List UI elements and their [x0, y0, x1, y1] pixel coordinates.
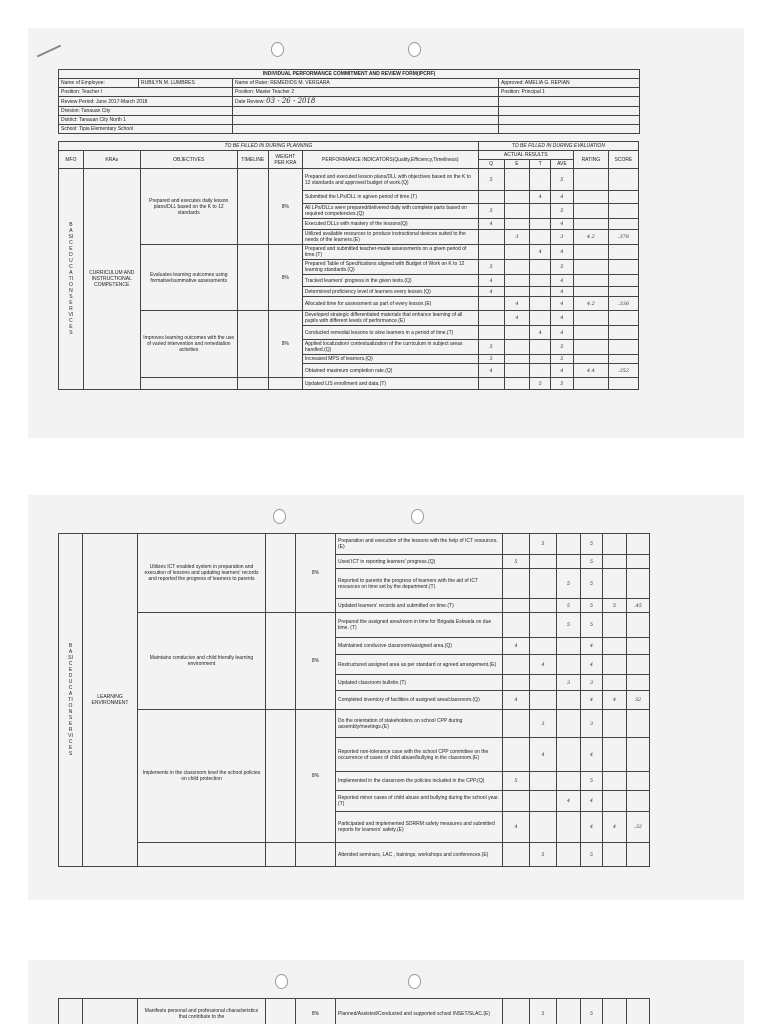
rating-cell: [573, 219, 608, 230]
t-cell: 4: [530, 191, 551, 204]
ave-cell: 3: [551, 230, 574, 245]
t-cell: [557, 534, 581, 555]
division: Division: Tanauan City: [59, 107, 233, 116]
mfo-label: BASIC EDUCATION SERVICES: [68, 222, 74, 336]
rating-cell: [603, 791, 627, 812]
rating-cell: 4: [603, 691, 627, 710]
objective-cell: Manifests personal and professional characteristics that contribute to the: [138, 999, 266, 1024]
weight-cell: 8%: [296, 613, 336, 710]
ave-cell: 5: [551, 204, 574, 219]
school: School: Tipia Elementary School: [59, 125, 233, 134]
rating-cell: [573, 169, 608, 191]
ave-cell: 5: [551, 260, 574, 275]
score-cell: .45: [627, 599, 650, 613]
rating-cell: 4: [603, 812, 627, 843]
indicator-cell: Maintained conducive classroom/assigned area.(Q): [336, 638, 503, 655]
indicator-cell: Obtained maximum completion rate.(Q): [302, 364, 478, 378]
punch-hole: [411, 509, 424, 524]
score-cell: [627, 613, 650, 638]
ave-cell: 5: [581, 569, 603, 599]
rating-cell: [573, 287, 608, 297]
q-cell: [478, 378, 504, 390]
e-cell: 4: [530, 655, 557, 675]
form-title: INDIVIDUAL PERFORMANCE COMMITMENT AND REVIEW FORM(IPCRF): [59, 70, 640, 79]
q-cell: [503, 738, 530, 772]
e-cell: 5: [530, 534, 557, 555]
score-cell: .336: [608, 297, 638, 311]
t-cell: [557, 710, 581, 738]
objective-cell: Maintains conducive and child friendly learning environment: [138, 613, 266, 710]
rating-cell: [603, 710, 627, 738]
indicator-cell: Planned/Assisted/Conducted and supported school INSET/SLAC.(E): [336, 999, 503, 1024]
score-cell: [608, 326, 638, 340]
indicator-cell: All LPs/DLLs were prepared/delivered daily with complete parts based on required competencies.(Q): [302, 204, 478, 219]
employee-name: RUBILYN M. LUMBRES: [139, 79, 233, 88]
t-cell: [530, 219, 551, 230]
weight-cell: 8%: [268, 169, 302, 245]
indicator-cell: Tracked learners' progress in the given tests.(Q): [302, 275, 478, 287]
ave-cell: 4: [551, 275, 574, 287]
col-q: Q: [478, 160, 504, 169]
ave-cell: 4: [551, 326, 574, 340]
rating-cell: [603, 613, 627, 638]
t-cell: 3: [557, 675, 581, 691]
indicator-cell: Restructured assigned area as per standard or agreed arrangement.(E): [336, 655, 503, 675]
t-cell: [530, 287, 551, 297]
ave-cell: 4: [581, 738, 603, 772]
rating-cell: [603, 738, 627, 772]
score-cell: [608, 340, 638, 355]
t-cell: 4: [557, 791, 581, 812]
date-review-label: Date Review:: [235, 99, 265, 105]
kra-cell: CURRICULUM AND INSTRUCTIONAL COMPETENCE: [83, 169, 140, 390]
table-row: [59, 169, 639, 191]
indicator-cell: Attended seminars, LAC , trainings, workshops and conferences.(E): [336, 843, 503, 867]
e-cell: [530, 691, 557, 710]
e-cell: [504, 355, 530, 364]
mfo-label: BASIC EDUCATION SERVICES: [68, 643, 73, 757]
t-cell: [530, 311, 551, 326]
punch-hole: [408, 974, 421, 989]
indicator-cell: Implemented in the classroom the policies included in the CPP.(Q): [336, 772, 503, 791]
col-mfo: MFO: [59, 151, 84, 169]
score-cell: [627, 655, 650, 675]
indicator-cell: Updated LIS enrollment and data.(T): [302, 378, 478, 390]
q-cell: 4: [478, 287, 504, 297]
score-cell: [608, 169, 638, 191]
q-cell: [478, 191, 504, 204]
t-cell: [530, 340, 551, 355]
punch-hole: [275, 974, 288, 989]
score-cell: .352: [608, 364, 638, 378]
col-t: T: [530, 160, 551, 169]
e-cell: [504, 191, 530, 204]
q-cell: 4: [478, 219, 504, 230]
table-row: [59, 378, 639, 390]
score-cell: [608, 260, 638, 275]
indicator-cell: Increased MPS of learners.(Q): [302, 355, 478, 364]
e-cell: [504, 275, 530, 287]
timeline-cell: [266, 534, 296, 613]
weight-cell: 8%: [268, 245, 302, 311]
e-cell: [530, 812, 557, 843]
table-row: [59, 311, 639, 326]
ave-cell: 4: [551, 191, 574, 204]
approver-position: Position: Principal 1: [499, 88, 640, 97]
col-indicators: PERFORMANCE INDICATORS(Quality,Efficiency,Timeliness): [302, 151, 478, 169]
q-cell: 5: [478, 204, 504, 219]
score-cell: [608, 191, 638, 204]
ave-cell: 5: [581, 999, 603, 1024]
indicator-cell: Used ICT in reporting learners' progress.(Q): [336, 555, 503, 569]
rating-cell: [603, 655, 627, 675]
t-cell: 4: [530, 245, 551, 260]
rating-cell: [573, 245, 608, 260]
indicator-cell: Participated and implemented SDRRM safety measures and submitted reports for learners' safety.(E): [336, 812, 503, 843]
ave-cell: 4: [551, 245, 574, 260]
q-cell: [478, 245, 504, 260]
indicator-cell: Developed strategic differentiated materials that enhance learning of all pupils with different levels of performance.(E): [302, 311, 478, 326]
page1-rows: [59, 169, 639, 390]
score-cell: [608, 287, 638, 297]
indicator-cell: Prepared and executed lesson plans/DLL with objectives based on the K to 12 standards and approved budget of work.(Q): [302, 169, 478, 191]
ave-cell: 5: [581, 555, 603, 569]
rating-cell: [573, 340, 608, 355]
ave-cell: 4: [581, 655, 603, 675]
col-ave: AVE: [551, 160, 574, 169]
ave-cell: 5: [581, 599, 603, 613]
indicator-cell: Applied localization/ contextualization of the curriculum in subject areas handled.(Q): [302, 340, 478, 355]
e-cell: [530, 555, 557, 569]
objective-cell: Evaluates learning outcomes using formative/summative assessments: [140, 245, 237, 311]
objective-cell: Utilizes ICT enabled system in preparation and execution of lessons and updating learners' records and reported the progress of learners to parents: [138, 534, 266, 613]
ave-cell: 5: [581, 613, 603, 638]
q-cell: [503, 534, 530, 555]
weight-cell: 8%: [296, 534, 336, 613]
objective-cell: Prepared and executes daily lesson plans/DLL based on the K to 12 standards: [140, 169, 237, 245]
indicator-cell: Reported non-tolerance case with the school CPP committee on the occurrence of cases of child abuse/bullying in the classroom.(E): [336, 738, 503, 772]
rating-cell: [573, 355, 608, 364]
ave-cell: 4: [551, 311, 574, 326]
e-cell: 4: [504, 311, 530, 326]
q-cell: 4: [478, 364, 504, 378]
rating-cell: [603, 534, 627, 555]
ave-cell: 4: [551, 297, 574, 311]
q-cell: 4: [503, 638, 530, 655]
timeline-cell: [237, 169, 268, 245]
indicator-cell: Prepared the assigned area/room in time for Brigada Eskwela on due time. (T): [336, 613, 503, 638]
q-cell: [478, 326, 504, 340]
q-cell: [503, 791, 530, 812]
punch-hole: [271, 42, 284, 57]
col-rating: RATING: [573, 151, 608, 169]
e-cell: [504, 204, 530, 219]
score-cell: [627, 534, 650, 555]
e-cell: 5: [530, 999, 557, 1024]
kra-cell: LEARNING ENVIRONMENT: [83, 534, 138, 867]
rating-cell: [573, 260, 608, 275]
score-cell: .378: [608, 230, 638, 245]
t-cell: [557, 655, 581, 675]
t-cell: [557, 691, 581, 710]
indicator-cell: Determined proficiency level of learners every lesson.(Q): [302, 287, 478, 297]
e-cell: [530, 772, 557, 791]
q-cell: [478, 311, 504, 326]
rating-cell: [603, 569, 627, 599]
e-cell: [504, 364, 530, 378]
q-cell: [503, 569, 530, 599]
q-cell: 5: [478, 340, 504, 355]
t-cell: [530, 275, 551, 287]
col-e: E: [504, 160, 530, 169]
q-cell: [503, 599, 530, 613]
t-cell: 5: [557, 569, 581, 599]
score-cell: [608, 275, 638, 287]
rating-cell: 5: [603, 599, 627, 613]
score-cell: [608, 245, 638, 260]
e-cell: [504, 340, 530, 355]
pen-mark: [37, 45, 61, 58]
q-cell: 5: [478, 169, 504, 191]
form-page-1: [28, 28, 744, 438]
t-cell: [557, 555, 581, 569]
e-cell: [530, 638, 557, 655]
q-cell: 4: [478, 275, 504, 287]
t-cell: [557, 812, 581, 843]
q-cell: [503, 613, 530, 638]
ave-cell: 4: [581, 691, 603, 710]
rater-name: Name of Rater: REMEDIOS M. VERGARA: [233, 79, 499, 88]
t-cell: [557, 843, 581, 867]
e-cell: [504, 169, 530, 191]
score-cell: [627, 555, 650, 569]
t-cell: [530, 355, 551, 364]
e-cell: [530, 599, 557, 613]
indicator-cell: Prepared and submitted teacher-made assessments on a given period of time.(T): [302, 245, 478, 260]
rating-cell: [603, 772, 627, 791]
score-cell: [608, 311, 638, 326]
rater-position: Position: Master Teacher 2: [233, 88, 499, 97]
q-cell: [503, 675, 530, 691]
score-cell: [627, 675, 650, 691]
table-row: [59, 710, 650, 738]
indicator-cell: Reported to parents the progress of learners with the aid of ICT resources on time set by the department.(T): [336, 569, 503, 599]
indicator-cell: Utilized available resources to produce instructional devices suited to the needs of the learners.(E): [302, 230, 478, 245]
indicator-cell: Completed inventory of facilities of assigned area/classroom.(Q): [336, 691, 503, 710]
objective-cell: Implements in the classroom level the school policies on child protection: [138, 710, 266, 843]
mfo-cell: [59, 169, 84, 390]
e-cell: [504, 245, 530, 260]
score-cell: [627, 772, 650, 791]
district: District: Tanauan City North 1: [59, 116, 233, 125]
table-row: [59, 534, 650, 555]
score-cell: [627, 738, 650, 772]
employee-position: Position: Teacher I: [59, 88, 233, 97]
e-cell: 3: [504, 230, 530, 245]
e-cell: [530, 791, 557, 812]
e-cell: 5: [530, 843, 557, 867]
t-cell: 5: [530, 378, 551, 390]
employee-label: Name of Employee:: [59, 79, 139, 88]
score-cell: [608, 355, 638, 364]
ipcrf-main-table: [58, 141, 639, 390]
e-cell: [504, 219, 530, 230]
ipcrf-main-table-page3: [58, 998, 650, 1024]
q-cell: [503, 999, 530, 1024]
q-cell: 5: [478, 355, 504, 364]
rating-cell: [603, 675, 627, 691]
t-cell: 4: [530, 326, 551, 340]
score-cell: [627, 791, 650, 812]
score-cell: [608, 219, 638, 230]
ipcrf-main-table-page2: [58, 533, 650, 867]
score-cell: [627, 710, 650, 738]
q-cell: [503, 843, 530, 867]
evaluation-header: TO BE FILLED IN DURING EVALUATION: [478, 142, 638, 151]
q-cell: [478, 297, 504, 311]
t-cell: [557, 738, 581, 772]
t-cell: [530, 364, 551, 378]
ave-cell: 4: [551, 219, 574, 230]
rating-cell: [573, 204, 608, 219]
indicator-cell: Submitted the LPs/DLL in agiven period of time.(T): [302, 191, 478, 204]
e-cell: [504, 260, 530, 275]
score-cell: [608, 204, 638, 219]
table-row: [59, 843, 650, 867]
ave-cell: 5: [581, 843, 603, 867]
ave-cell: 5: [551, 169, 574, 191]
q-cell: 5: [503, 772, 530, 791]
table-row: [59, 613, 650, 638]
timeline-cell: [237, 311, 268, 378]
approver-name: Approved: AMELIA G. REPIAN: [499, 79, 640, 88]
ave-cell: 5: [551, 340, 574, 355]
rating-cell: 4.2: [573, 230, 608, 245]
e-cell: [530, 569, 557, 599]
q-cell: [503, 710, 530, 738]
indicator-cell: Conducted remedial lessons to slow learners in a period of time.(T): [302, 326, 478, 340]
t-cell: [530, 230, 551, 245]
col-actual-results: ACTUAL RESULTS: [478, 151, 573, 160]
indicator-cell: Prepared Table of Specifications aligned with Budget of Work on K to 12 learning standards.(Q): [302, 260, 478, 275]
indicator-cell: Executed DLLs with mastery of the lessons(Q): [302, 219, 478, 230]
ave-cell: 4: [581, 791, 603, 812]
punch-hole: [273, 509, 286, 524]
ipcrf-header-table: [58, 69, 640, 134]
ave-cell: 5: [581, 534, 603, 555]
col-timeline: TIMELINE: [237, 151, 268, 169]
objective-cell: Improves learning outcomes with the use of varied intervention and remediation activities: [140, 311, 237, 378]
q-cell: [503, 655, 530, 675]
col-score: SCORE: [608, 151, 638, 169]
weight-cell: 8%: [296, 710, 336, 843]
ave-cell: 5: [551, 378, 574, 390]
table-row: [59, 245, 639, 260]
ave-cell: 4: [581, 812, 603, 843]
form-page-3: [28, 960, 744, 1024]
page2-rows: [59, 534, 650, 867]
timeline-cell: [266, 613, 296, 710]
t-cell: [530, 260, 551, 275]
ave-cell: 5: [581, 772, 603, 791]
t-cell: [530, 204, 551, 219]
rating-cell: [603, 638, 627, 655]
punch-hole: [408, 42, 421, 57]
planning-header: TO BE FILLED IN DURING PLANNING: [59, 142, 479, 151]
indicator-cell: Updated classroom bulletin.(T): [336, 675, 503, 691]
score-cell: [627, 638, 650, 655]
indicator-cell: Preparation and execution of the lessons with the help of ICT resources.(E): [336, 534, 503, 555]
t-cell: [530, 297, 551, 311]
t-cell: [557, 999, 581, 1024]
score-cell: .32: [627, 812, 650, 843]
timeline-cell: [237, 245, 268, 311]
weight-cell: 8%: [268, 311, 302, 378]
ave-cell: 4: [551, 364, 574, 378]
score-cell: [627, 569, 650, 599]
e-cell: 3: [530, 710, 557, 738]
indicator-cell: Allocated time for assessment as part of every lesson.(E): [302, 297, 478, 311]
q-cell: 5: [503, 555, 530, 569]
t-cell: 5: [557, 613, 581, 638]
col-kras: KRAs: [83, 151, 140, 169]
date-review: [233, 97, 499, 107]
e-cell: [530, 613, 557, 638]
e-cell: [504, 378, 530, 390]
col-weight: WEIGHT PER KRA: [268, 151, 302, 169]
mfo-cell: [59, 534, 83, 867]
ave-cell: 3: [581, 675, 603, 691]
col-objectives: OBJECTIVES: [140, 151, 237, 169]
q-cell: 4: [503, 812, 530, 843]
q-cell: 4: [503, 691, 530, 710]
rating-cell: [573, 191, 608, 204]
rating-cell: [573, 275, 608, 287]
t-cell: [557, 638, 581, 655]
e-cell: 4: [504, 297, 530, 311]
rating-cell: 4.2: [573, 297, 608, 311]
rating-cell: [603, 555, 627, 569]
indicator-cell: Updated learners' records and submitted on time.(T): [336, 599, 503, 613]
ave-cell: 4: [551, 287, 574, 297]
q-cell: [478, 230, 504, 245]
t-cell: [557, 772, 581, 791]
timeline-cell: [266, 710, 296, 843]
ave-cell: 4: [581, 638, 603, 655]
date-review-value: 03 - 26 - 2018: [266, 97, 316, 105]
indicator-cell: Reported minor cases of child abuse and bullying during the school year.(T): [336, 791, 503, 812]
rating-cell: 4.4: [573, 364, 608, 378]
weight-cell: 8%: [296, 999, 336, 1024]
e-cell: [530, 675, 557, 691]
q-cell: 5: [478, 260, 504, 275]
t-cell: [530, 169, 551, 191]
e-cell: 4: [530, 738, 557, 772]
review-period: Review Period: June 2017-March 2018: [59, 97, 233, 107]
rating-cell: [573, 311, 608, 326]
t-cell: 5: [557, 599, 581, 613]
e-cell: [504, 326, 530, 340]
rating-cell: [573, 326, 608, 340]
form-page-2: [28, 495, 744, 900]
ave-cell: 3: [581, 710, 603, 738]
e-cell: [504, 287, 530, 297]
score-cell: 32: [627, 691, 650, 710]
ave-cell: 5: [551, 355, 574, 364]
indicator-cell: Do the orientation of stakeholders on school CPP during assembly/meetings.(E): [336, 710, 503, 738]
